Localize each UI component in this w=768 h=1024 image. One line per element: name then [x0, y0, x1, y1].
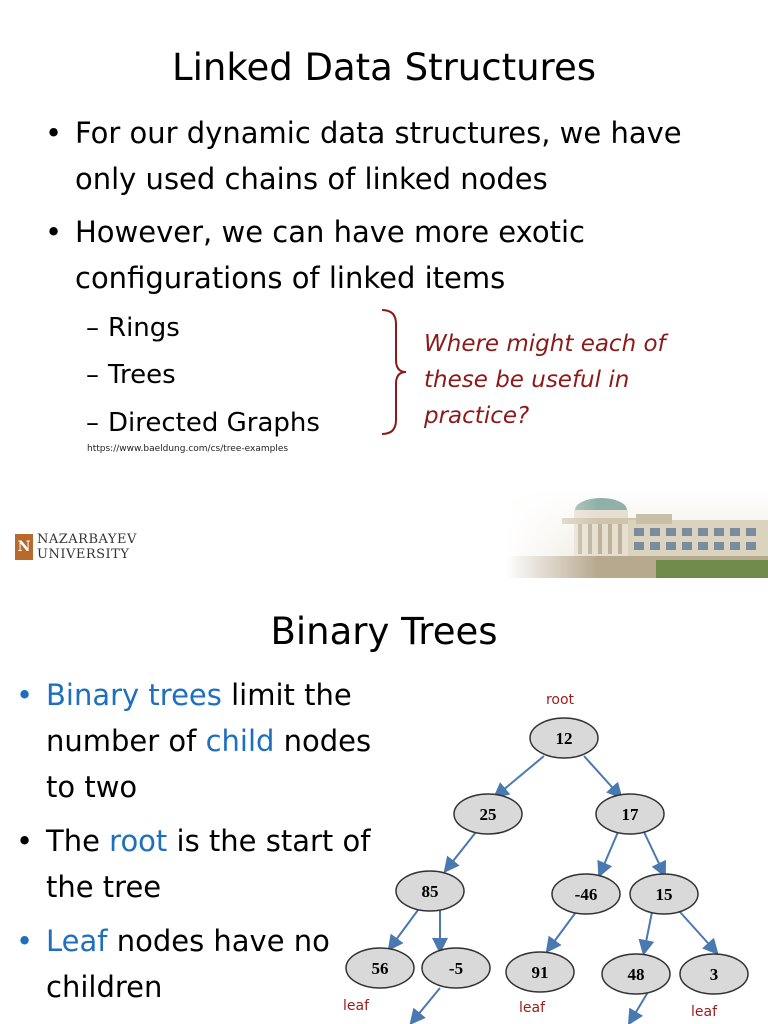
- logo-text: [37, 532, 137, 562]
- bullet-text-part: nodes to two: [46, 724, 372, 804]
- campus-building-image: [506, 490, 768, 578]
- bullet-dot-icon: •: [45, 116, 63, 150]
- sub-item-text: Rings: [108, 313, 180, 343]
- node-label: 3: [709, 965, 719, 984]
- term-root: root: [109, 824, 168, 858]
- bullet-text: For our dynamic data structures, we have only used chains of linked nodes: [75, 116, 682, 196]
- sub-item-text: Directed Graphs: [108, 408, 320, 438]
- bullet-text-part: nodes have no children: [46, 924, 330, 1004]
- node-label: 91: [531, 963, 549, 982]
- source-url: https://www.baeldung.com/cs/tree-examples: [87, 444, 289, 454]
- dash-icon: –: [86, 360, 99, 390]
- slide-binary-trees: [0, 582, 768, 1024]
- root-label: root: [545, 692, 575, 708]
- slide-title: Linked Data Structures: [172, 46, 596, 89]
- tree-edge: [644, 832, 664, 874]
- sub-item-text: Trees: [108, 360, 176, 390]
- tree-edge: [412, 988, 440, 1022]
- node-label: 25: [479, 805, 497, 824]
- node-label: 85: [421, 882, 439, 901]
- tree-edge: [390, 910, 418, 948]
- leaf-label: leaf: [690, 1004, 718, 1020]
- tree-edge: [600, 832, 618, 874]
- bullet-dot-icon: •: [16, 924, 34, 958]
- node-label: -5: [448, 959, 464, 978]
- bullet-text-part: is the start of the tree: [46, 824, 371, 904]
- node-label: 15: [655, 885, 673, 904]
- discussion-question: Where might each of these be useful in practice?: [424, 331, 666, 429]
- node-label: 48: [627, 965, 645, 984]
- node-label: -46: [574, 885, 598, 904]
- binary-tree-diagram: [330, 682, 768, 1024]
- term-binary-trees: Binary trees: [46, 678, 222, 712]
- bullet-dot-icon: •: [45, 215, 63, 249]
- tree-edge: [584, 756, 620, 796]
- logo-line1: NAZARBAYEV: [37, 532, 137, 547]
- sub-item-rings: [86, 312, 180, 344]
- curly-brace-icon: [378, 308, 408, 438]
- node-label: 12: [555, 729, 573, 748]
- bullet-text-part: limit the number of: [46, 678, 352, 758]
- leaf-label: leaf: [518, 1000, 546, 1016]
- tree-edge: [644, 912, 652, 952]
- term-leaf: Leaf: [46, 924, 108, 958]
- leaf-label: leaf: [342, 998, 370, 1014]
- bullet-text-part: The: [46, 824, 110, 858]
- sub-item-directed-graphs: [86, 407, 320, 439]
- term-child: child: [205, 724, 275, 758]
- slide-title: Binary Trees: [270, 610, 498, 653]
- bullet-dot-icon: •: [16, 678, 34, 712]
- bullet-item: [45, 209, 745, 301]
- sub-item-trees: [86, 359, 176, 391]
- dash-icon: –: [86, 313, 99, 343]
- logo-mark-icon: N: [15, 534, 33, 560]
- university-logo: [15, 532, 137, 562]
- tree-edge: [548, 912, 576, 950]
- logo-line2: UNIVERSITY: [37, 547, 130, 562]
- dash-icon: –: [86, 408, 99, 438]
- bullet-text: However, we can have more exotic configurations of linked items: [75, 215, 585, 295]
- tree-edge: [680, 912, 716, 952]
- tree-edge: [496, 756, 544, 796]
- node-label: 56: [371, 959, 389, 978]
- node-label: 17: [621, 805, 639, 824]
- tree-edge: [630, 992, 648, 1022]
- bullet-dot-icon: •: [16, 824, 34, 858]
- bullet-item: [45, 110, 745, 202]
- tree-edge: [446, 832, 476, 870]
